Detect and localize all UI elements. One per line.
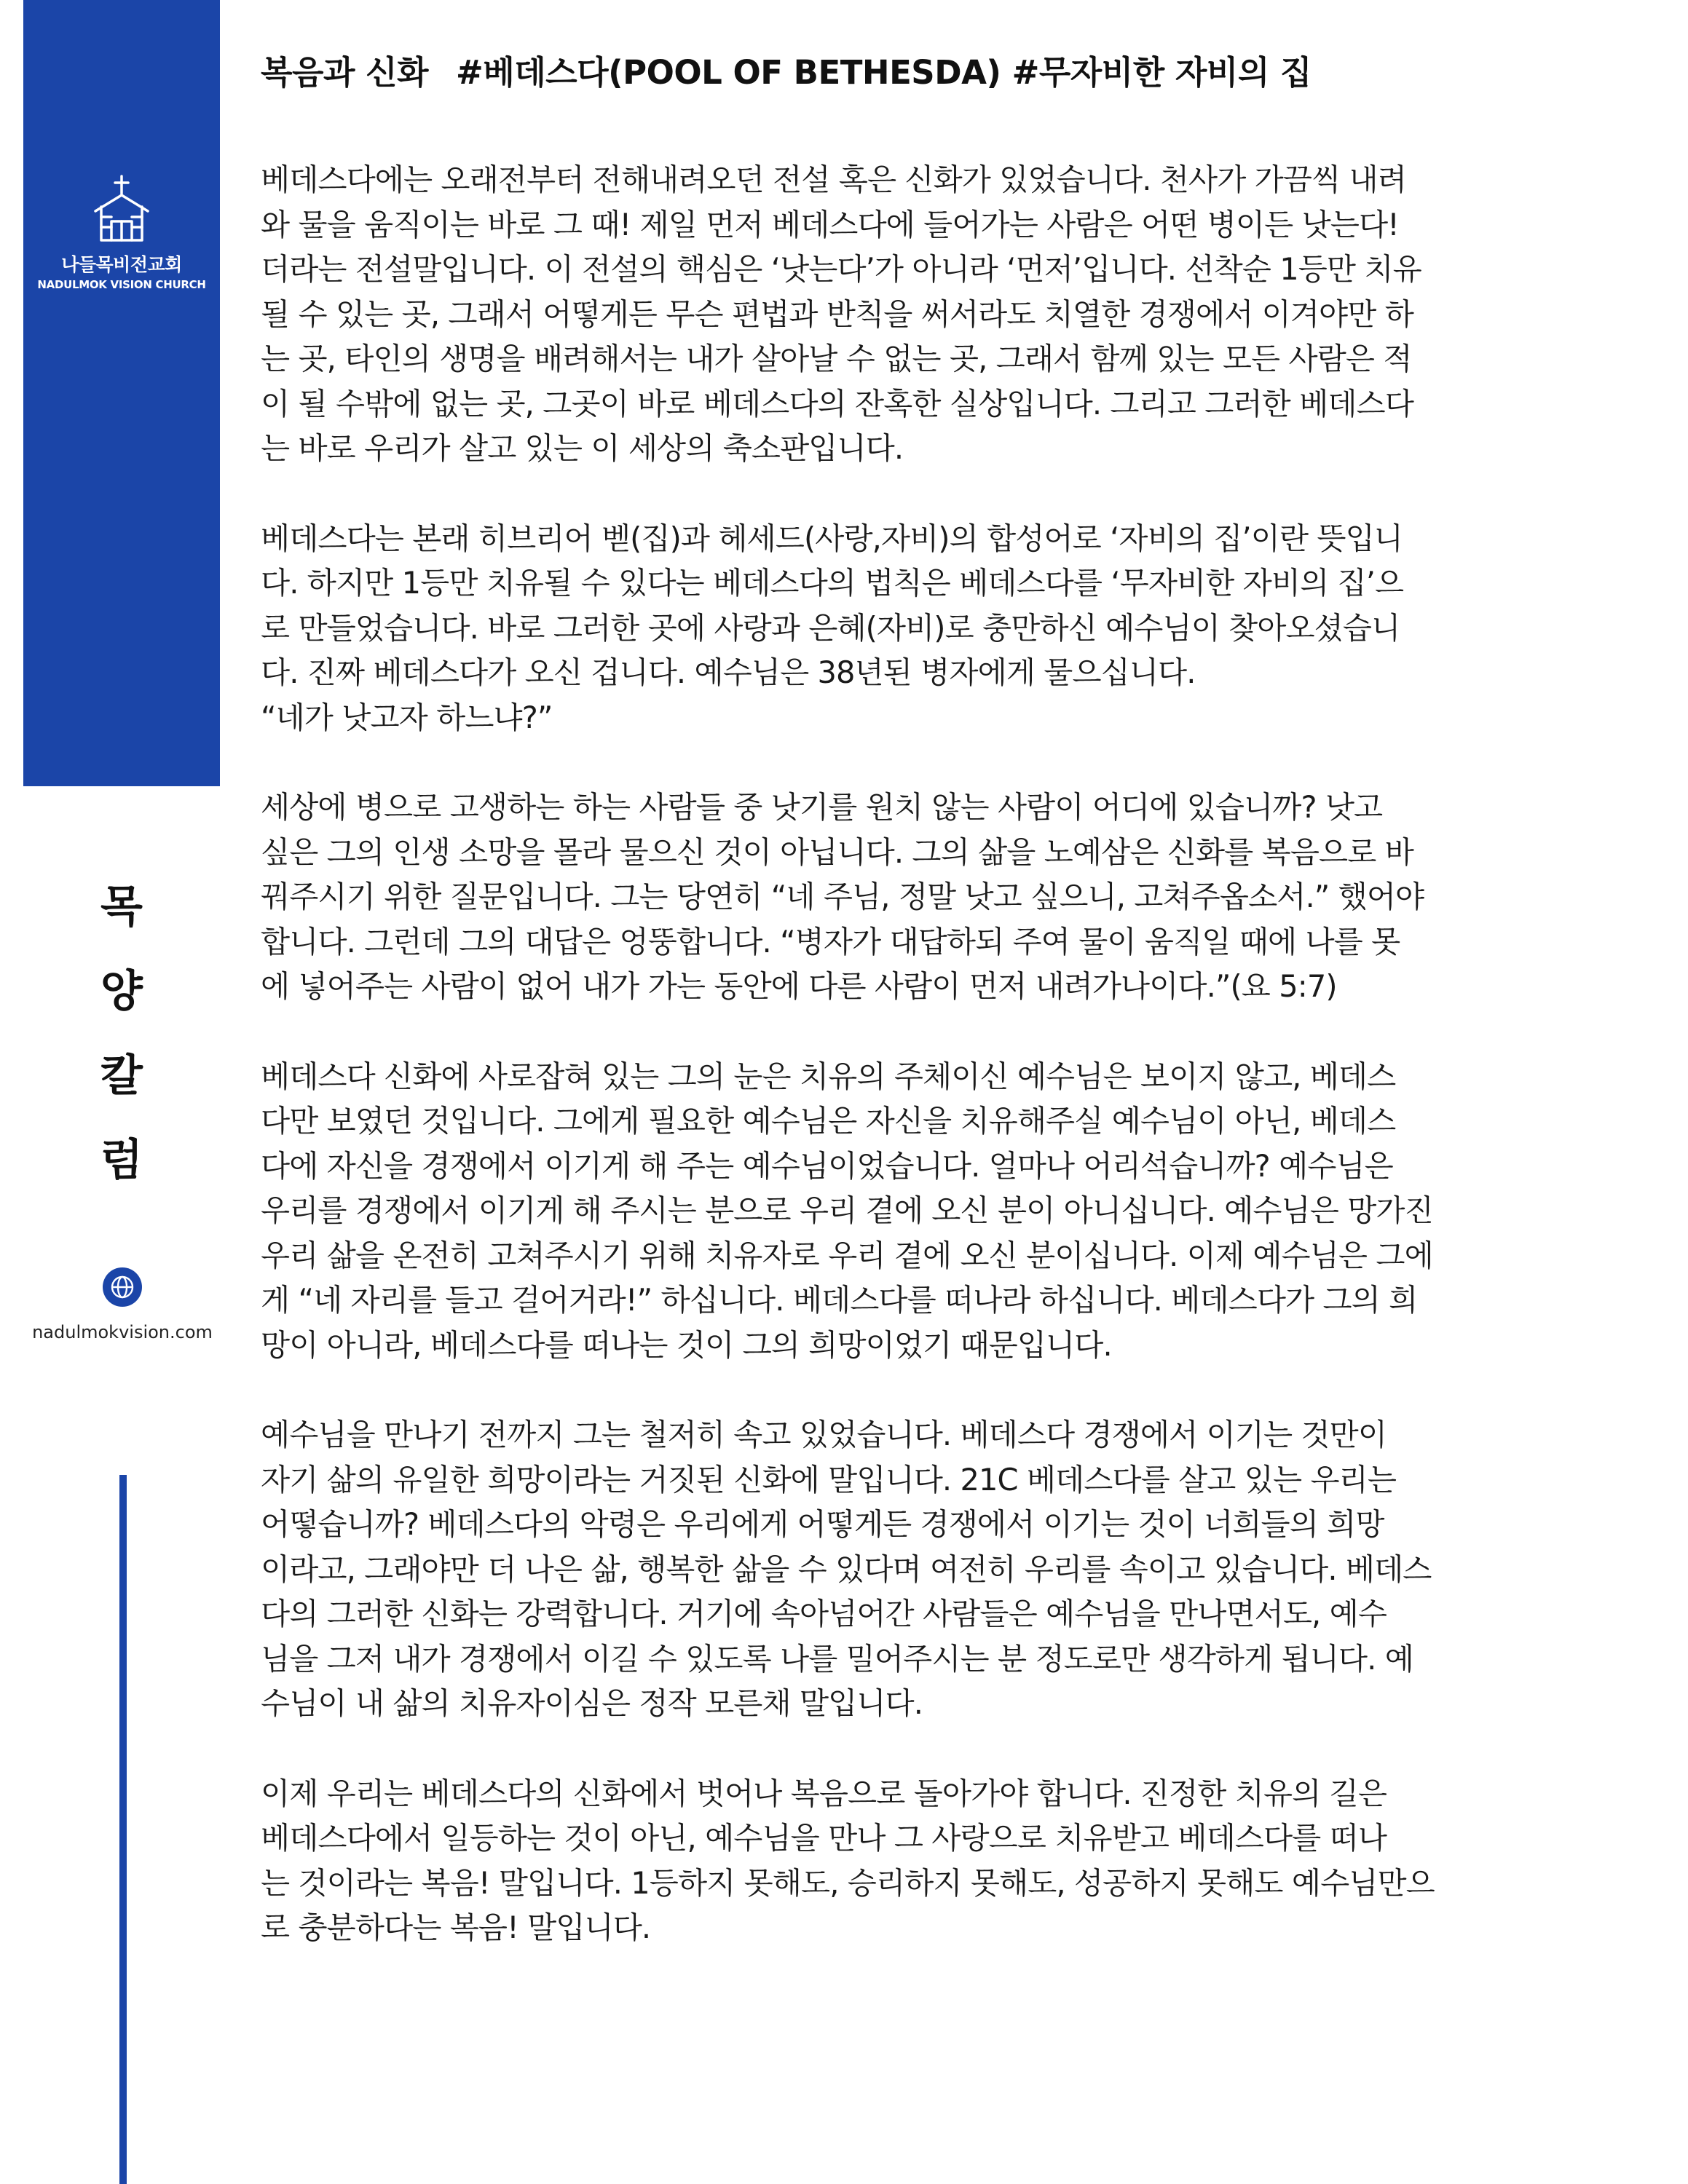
- paragraph-line: 다. 하지만 1등만 치유될 수 있다는 베데스다의 법칙은 베데스다를 ‘무자비한 자비의 집’으: [261, 565, 1404, 601]
- paragraph-line: “네가 낫고자 하느냐?”: [261, 699, 553, 735]
- article-paragraph: [261, 1412, 1659, 1726]
- paragraph-line: 는 바로 우리가 살고 있는 이 세상의 축소판입니다.: [261, 430, 904, 466]
- paragraph-line: 이제 우리는 베데스다의 신화에서 벗어나 복음으로 돌아가야 합니다. 진정한 치유의 길은: [261, 1775, 1387, 1811]
- vertical-title-char: 양: [100, 966, 143, 1017]
- paragraph-line: 는 것이라는 복음! 말입니다. 1등하지 못해도, 승리하지 못해도, 성공하지 못해도 예수님만으: [261, 1864, 1435, 1901]
- column-vertical-title: [45, 865, 198, 1203]
- paragraph-line: 합니다. 그런데 그의 대답은 엉뚱합니다. “병자가 대답하되 주여 물이 움직일 때에 나를 못: [261, 923, 1400, 960]
- paragraph-line: 베데스다 신화에 사로잡혀 있는 그의 눈은 치유의 주체이신 예수님은 보이지 않고, 베데스: [261, 1058, 1396, 1094]
- paragraph-line: 베데스다에서 일등하는 것이 아닌, 예수님을 만나 그 사랑으로 치유받고 베데스다를 떠나: [261, 1820, 1387, 1856]
- paragraph-line: 베데스다에는 오래전부터 전해내려오던 전설 혹은 신화가 있었습니다. 천사가 가끔씩 내려: [261, 162, 1406, 197]
- article-paragraph: [261, 157, 1659, 471]
- headline-title: 복음과 신화: [261, 53, 429, 92]
- church-building-icon: [85, 173, 158, 246]
- paragraph-line: 더라는 전설말입니다. 이 전설의 핵심은 ‘낫는다’가 아니라 ‘먼저’입니다. 선착순 1등만 치유: [261, 251, 1421, 287]
- paragraph-line: 세상에 병으로 고생하는 하는 사람들 중 낫기를 원치 않는 사람이 어디에 있습니까? 낫고: [261, 789, 1383, 825]
- paragraph-line: 베데스다는 본래 히브리어 벧(집)과 헤세드(사랑,자비)의 합성어로 ‘자비의 집’이란 뜻입니: [261, 520, 1403, 556]
- paragraph-line: 될 수 있는 곳, 그래서 어떻게든 무슨 편법과 반칙을 써서라도 치열한 경쟁에서 이겨야만 하: [261, 296, 1413, 332]
- paragraph-line: 로 충분하다는 복음! 말입니다.: [261, 1910, 651, 1945]
- paragraph-line: 로 만들었습니다. 바로 그러한 곳에 사랑과 은혜(자비)로 충만하신 예수님이 찾아오셨습니: [261, 609, 1400, 646]
- article-paragraph: [261, 1054, 1659, 1368]
- article-paragraph: [261, 516, 1659, 740]
- vertical-title-char: 럼: [100, 1135, 143, 1186]
- paragraph-line: 우리를 경쟁에서 이기게 해 주시는 분으로 우리 곁에 오신 분이 아니십니다. 예수님은 망가진: [261, 1192, 1433, 1228]
- church-name-english: NADULMOK VISION CHURCH: [37, 278, 206, 291]
- paragraph-line: 다에 자신을 경쟁에서 이기게 해 주는 예수님이었습니다. 얼마나 어리석습니까? 예수님은: [261, 1147, 1393, 1184]
- sidebar-brand-panel: [23, 0, 220, 786]
- vertical-title-char: 칼: [100, 1051, 143, 1101]
- headline-tags: #베데스다(POOL OF BETHESDA) #무자비한 자비의 집: [456, 53, 1312, 92]
- website-link[interactable]: nadulmokvision.com: [32, 1322, 213, 1342]
- paragraph-line: 와 물을 움직이는 바로 그 때! 제일 먼저 베데스다에 들어가는 사람은 어떤 병이든 낫는다!: [261, 206, 1399, 242]
- paragraph-line: 게 “네 자리를 들고 걸어거라!” 하십니다. 베데스다를 떠나라 하십니다. 베데스다가 그의 희: [261, 1282, 1418, 1318]
- article-headline: [261, 47, 1659, 99]
- paragraph-line: 다. 진짜 베데스다가 오신 겁니다. 예수님은 38년된 병자에게 물으십니다.: [261, 654, 1196, 690]
- paragraph-line: 이 될 수밖에 없는 곳, 그곳이 바로 베데스다의 잔혹한 실상입니다. 그리고 그러한 베데스다: [261, 385, 1413, 422]
- paragraph-line: 님을 그저 내가 경쟁에서 이길 수 있도록 나를 밀어주시는 분 정도로만 생각하게 됩니다. 예: [261, 1640, 1413, 1677]
- church-logo: [23, 173, 220, 291]
- paragraph-line: 다만 보였던 것입니다. 그에게 필요한 예수님은 자신을 치유해주실 예수님이 아닌, 베데스: [261, 1103, 1396, 1139]
- paragraph-line: 자기 삶의 유일한 희망이라는 거짓된 신화에 말입니다. 21C 베데스다를 살고 있는 우리는: [261, 1461, 1397, 1497]
- paragraph-line: 망이 아니라, 베데스다를 떠나는 것이 그의 희망이었기 때문입니다.: [261, 1326, 1112, 1363]
- paragraph-line: 다의 그러한 신화는 강력합니다. 거기에 속아넘어간 사람들은 예수님을 만나면서도, 예수: [261, 1596, 1387, 1631]
- paragraph-line: 는 곳, 타인의 생명을 배려해서는 내가 살아날 수 없는 곳, 그래서 함께 있는 모든 사람은 적: [261, 341, 1412, 376]
- paragraph-line: 수님이 내 삶의 치유자이심은 정작 모른채 말입니다.: [261, 1685, 923, 1721]
- church-name: 나들목비전교회: [61, 254, 182, 275]
- sidebar-accent-line: [119, 1475, 127, 2184]
- paragraph-line: 어떻습니까? 베데스다의 악령은 우리에게 어떻게든 경쟁에서 이기는 것이 너희들의 희망: [261, 1506, 1384, 1542]
- paragraph-line: 꿔주시기 위한 질문입니다. 그는 당연히 “네 주님, 정말 낫고 싶으니, 고쳐주옵소서.” 했어야: [261, 879, 1424, 914]
- paragraph-line: 우리 삶을 온전히 고쳐주시기 위해 치유자로 우리 곁에 오신 분이십니다. 이제 예수님은 그에: [261, 1237, 1433, 1273]
- paragraph-line: 에 넣어주는 사람이 없어 내가 가는 동안에 다른 사람이 먼저 내려가나이다.”(요 5:7): [261, 968, 1337, 1004]
- paragraph-line: 예수님을 만나기 전까지 그는 철저히 속고 있었습니다. 베데스다 경쟁에서 이기는 것만이: [261, 1417, 1387, 1452]
- paragraph-line: 이라고, 그래야만 더 나은 삶, 행복한 삶을 수 있다며 여전히 우리를 속이고 있습니다. 베데스: [261, 1551, 1432, 1587]
- vertical-title-char: 목: [100, 882, 143, 933]
- article-paragraph: [261, 1771, 1659, 1950]
- article-paragraph: [261, 785, 1659, 1009]
- article: [261, 47, 1659, 1950]
- paragraph-line: 싶은 그의 인생 소망을 몰라 물으신 것이 아닙니다. 그의 삶을 노예삼은 신화를 복음으로 바: [261, 834, 1413, 870]
- globe-icon: [103, 1267, 142, 1307]
